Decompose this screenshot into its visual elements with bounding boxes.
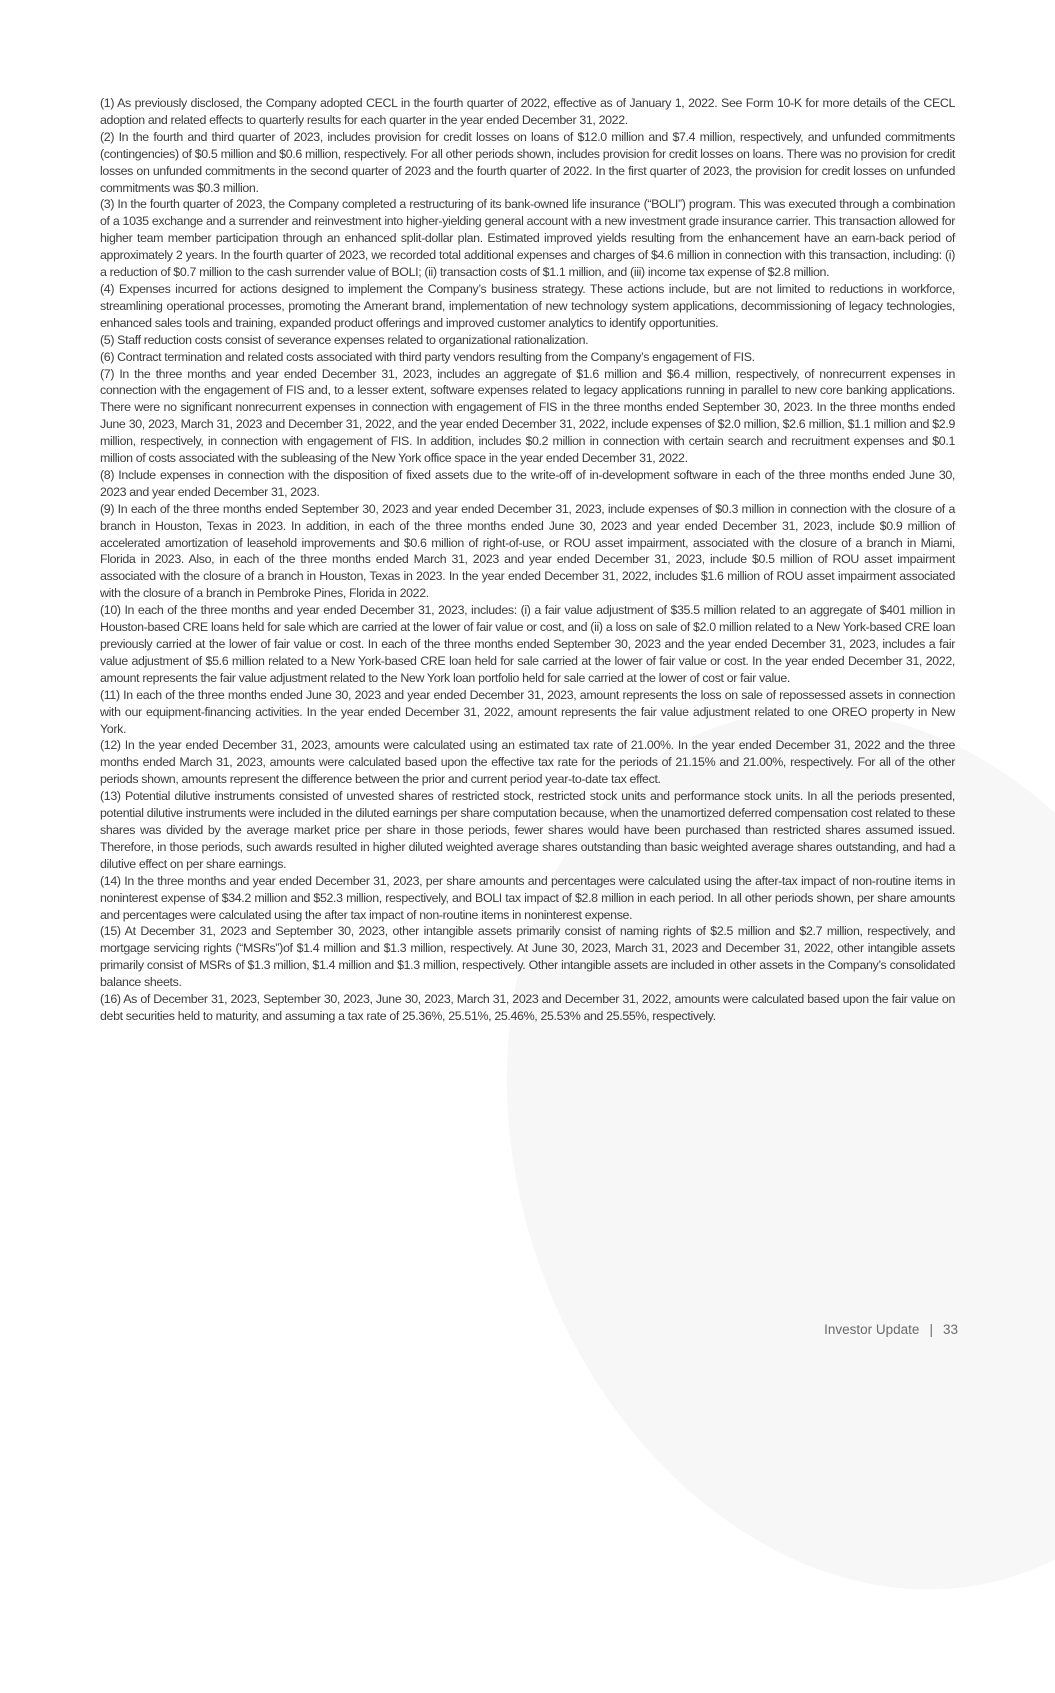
footer-separator: |	[929, 1322, 933, 1337]
footnote-13: (13) Potential dilutive instruments consisted of unvested shares of restricted stock, restricted stock units and performance stock units. In all the periods presented, potential dilutive instruments were included in the diluted earnings per share computation because, when the unamortized deferred compensation cost related to these shares was divided by the average market price per share in those periods, fewer shares would have been purchased than restricted shares assumed issued. Therefore, in those periods, such awards resulted in higher diluted weighted average shares outstanding than basic weighted average shares outstanding, and had a dilutive effect on per share earnings.	[100, 789, 955, 871]
footnote-4: (4) Expenses incurred for actions designed to implement the Company’s business strategy. These actions include, but are not limited to reductions in workforce, streamlining operational processes, promoting the Amerant brand, implementation of new technology system applications, decommissioning of legacy technologies, enhanced sales tools and training, expanded product offerings and improved customer analytics to identify opportunities.	[100, 281, 955, 330]
footnote-16: (16) As of December 31, 2023, September 30, 2023, June 30, 2023, March 31, 2023 and December 31, 2022, amounts were calculated based upon the fair value on debt securities held to maturity, and assuming a tax rate of 25.36%, 25.51%, 25.46%, 25.53% and 25.55%, respectively.	[100, 992, 955, 1023]
footnote-14: (14) In the three months and year ended December 31, 2023, per share amounts and percentages were calculated using the after-tax impact of non-routine items in noninterest expense of $34.2 million and $52.3 million, respectively, and BOLI tax impact of $2.8 million in each period. In all other periods shown, per share amounts and percentages were calculated using the after tax impact of non-routine items in noninterest expense.	[100, 873, 955, 922]
footnote-3: (3) In the fourth quarter of 2023, the Company completed a restructuring of its bank-owned life insurance (“BOLI”) program. This was executed through a combination of a 1035 exchange and a surrender and reinvestment into higher-yielding general account with a new investment grade insurance carrier. This transaction allowed for higher team member participation through an enhanced split-dollar plan. Estimated improved yields resulting from the enhancement have an earn-back period of approximately 2 years. In the fourth quarter of 2023, we recorded total additional expenses and charges of $4.6 million in connection with this transaction, including: (i) a reduction of $0.7 million to the cash surrender value of BOLI; (ii) transaction costs of $1.1 million, and (iii) income tax expense of $2.8 million.	[100, 197, 955, 280]
footnote-11: (11) In each of the three months ended June 30, 2023 and year ended December 31, 2023, amount represents the loss on sale of repossessed assets in connection with our equipment-financing activities. In the year ended December 31, 2022, amount represents the fair value adjustment related to one OREO property in New York.	[100, 687, 955, 736]
footnote-7: (7) In the three months and year ended December 31, 2023, includes an aggregate of $1.6 million and $6.4 million, respectively, of nonrecurrent expenses in connection with the engagement of FIS and, to a lesser extent, software expenses related to legacy applications running in parallel to new core banking applications. There were no significant nonrecurrent expenses in connection with engagement of FIS in the three months ended September 30, 2023. In the three months ended June 30, 2023, March 31, 2023 and December 31, 2022, and the year ended December 31, 2022, include expenses of $2.0 million, $2.6 million, $1.1 million and $2.9 million, respectively, in connection with engagement of FIS. In addition, includes $0.2 million in connection with certain search and recruitment expenses and $0.1 million of costs associated with the subleasing of the New York office space in the year ended December 31, 2022.	[100, 366, 955, 466]
footnote-8: (8) Include expenses in connection with the disposition of fixed assets due to the write-off of in-development software in each of the three months ended June 30, 2023 and year ended December 31, 2023.	[100, 467, 955, 499]
footnote-10: (10) In each of the three months and year ended December 31, 2023, includes: (i) a fair value adjustment of $35.5 million related to an aggregate of $401 million in Houston-based CRE loans held for sale which are carried at the lower of fair value or cost, and (ii) a loss on sale of $2.0 million related to a New York-based CRE loan previously carried at the lower of fair value or cost. In each of the three months ended September 30, 2023 and the year ended December 31, 2023, includes a fair value adjustment of $5.6 million related to a New York-based CRE loan held for sale carried at the lower of fair value or cost. In the year ended December 31, 2022, amount represents the fair value adjustment related to the New York loan portfolio held for sale carried at the lower of cost or fair value.	[100, 603, 955, 685]
footnote-2: (2) In the fourth and third quarter of 2023, includes provision for credit losses on loans of $12.0 million and $7.4 million, respectively, and unfunded commitments (contingencies) of $0.5 million and $0.6 million, respectively. For all other periods shown, includes provision for credit losses on loans. There was no provision for credit losses on unfunded commitments in the second quarter of 2023 and the fourth quarter of 2022. In the first quarter of 2023, the provision for credit losses on unfunded commitments was $0.3 million.	[100, 129, 955, 195]
page-footer	[824, 1322, 958, 1337]
footnote-6: (6) Contract termination and related costs associated with third party vendors resulting from the Company’s engagement of FIS.	[100, 349, 755, 364]
footnote-5: (5) Staff reduction costs consist of severance expenses related to organizational rationalization.	[100, 332, 589, 347]
footnote-1: (1) As previously disclosed, the Company adopted CECL in the fourth quarter of 2022, effective as of January 1, 2022. See Form 10-K for more details of the CECL adoption and related effects to quarterly results for each quarter in the year ended December 31, 2022.	[100, 96, 955, 127]
footnote-15: (15) At December 31, 2023 and September 30, 2023, other intangible assets primarily consist of naming rights of $2.5 million and $2.7 million, respectively, and mortgage servicing rights (“MSRs”)of $1.4 million and $1.3 million, respectively. At June 30, 2023, March 31, 2023 and December 31, 2022, other intangible assets primarily consist of MSRs of $1.3 million, $1.4 million and $1.3 million, respectively. Other intangible assets are included in other assets in the Company’s consolidated balance sheets.	[100, 924, 955, 990]
footnote-12: (12) In the year ended December 31, 2023, amounts were calculated using an estimated tax rate of 21.00%. In the year ended December 31, 2022 and the three months ended March 31, 2023, amounts were calculated based upon the effective tax rate for the periods of 21.15% and 21.00%, respectively. For all of the other periods shown, amounts represent the difference between the prior and current period year-to-date tax effect.	[100, 738, 955, 787]
page-number: 33	[942, 1322, 958, 1337]
footnotes-section	[100, 95, 955, 1025]
footer-title: Investor Update	[824, 1322, 920, 1337]
footnote-9: (9) In each of the three months ended September 30, 2023 and year ended December 31, 2023, include expenses of $0.3 million in connection with the closure of a branch in Houston, Texas in 2023. In addition, in each of the three months ended June 30, 2023 and year ended December 31, 2023, include $0.9 million of accelerated amortization of leasehold improvements and $0.6 million of right-of-use, or ROU asset impairment, associated with the closure of a branch in Miami, Florida in 2023. Also, in each of the three months ended March 31, 2023 and year ended December 31, 2023, include $0.5 million of ROU asset impairment associated with the closure of a branch in Houston, Texas in 2023. In the year ended December 31, 2022, includes $1.6 million of ROU asset impairment associated with the closure of a branch in Pembroke Pines, Florida in 2022.	[100, 501, 955, 601]
